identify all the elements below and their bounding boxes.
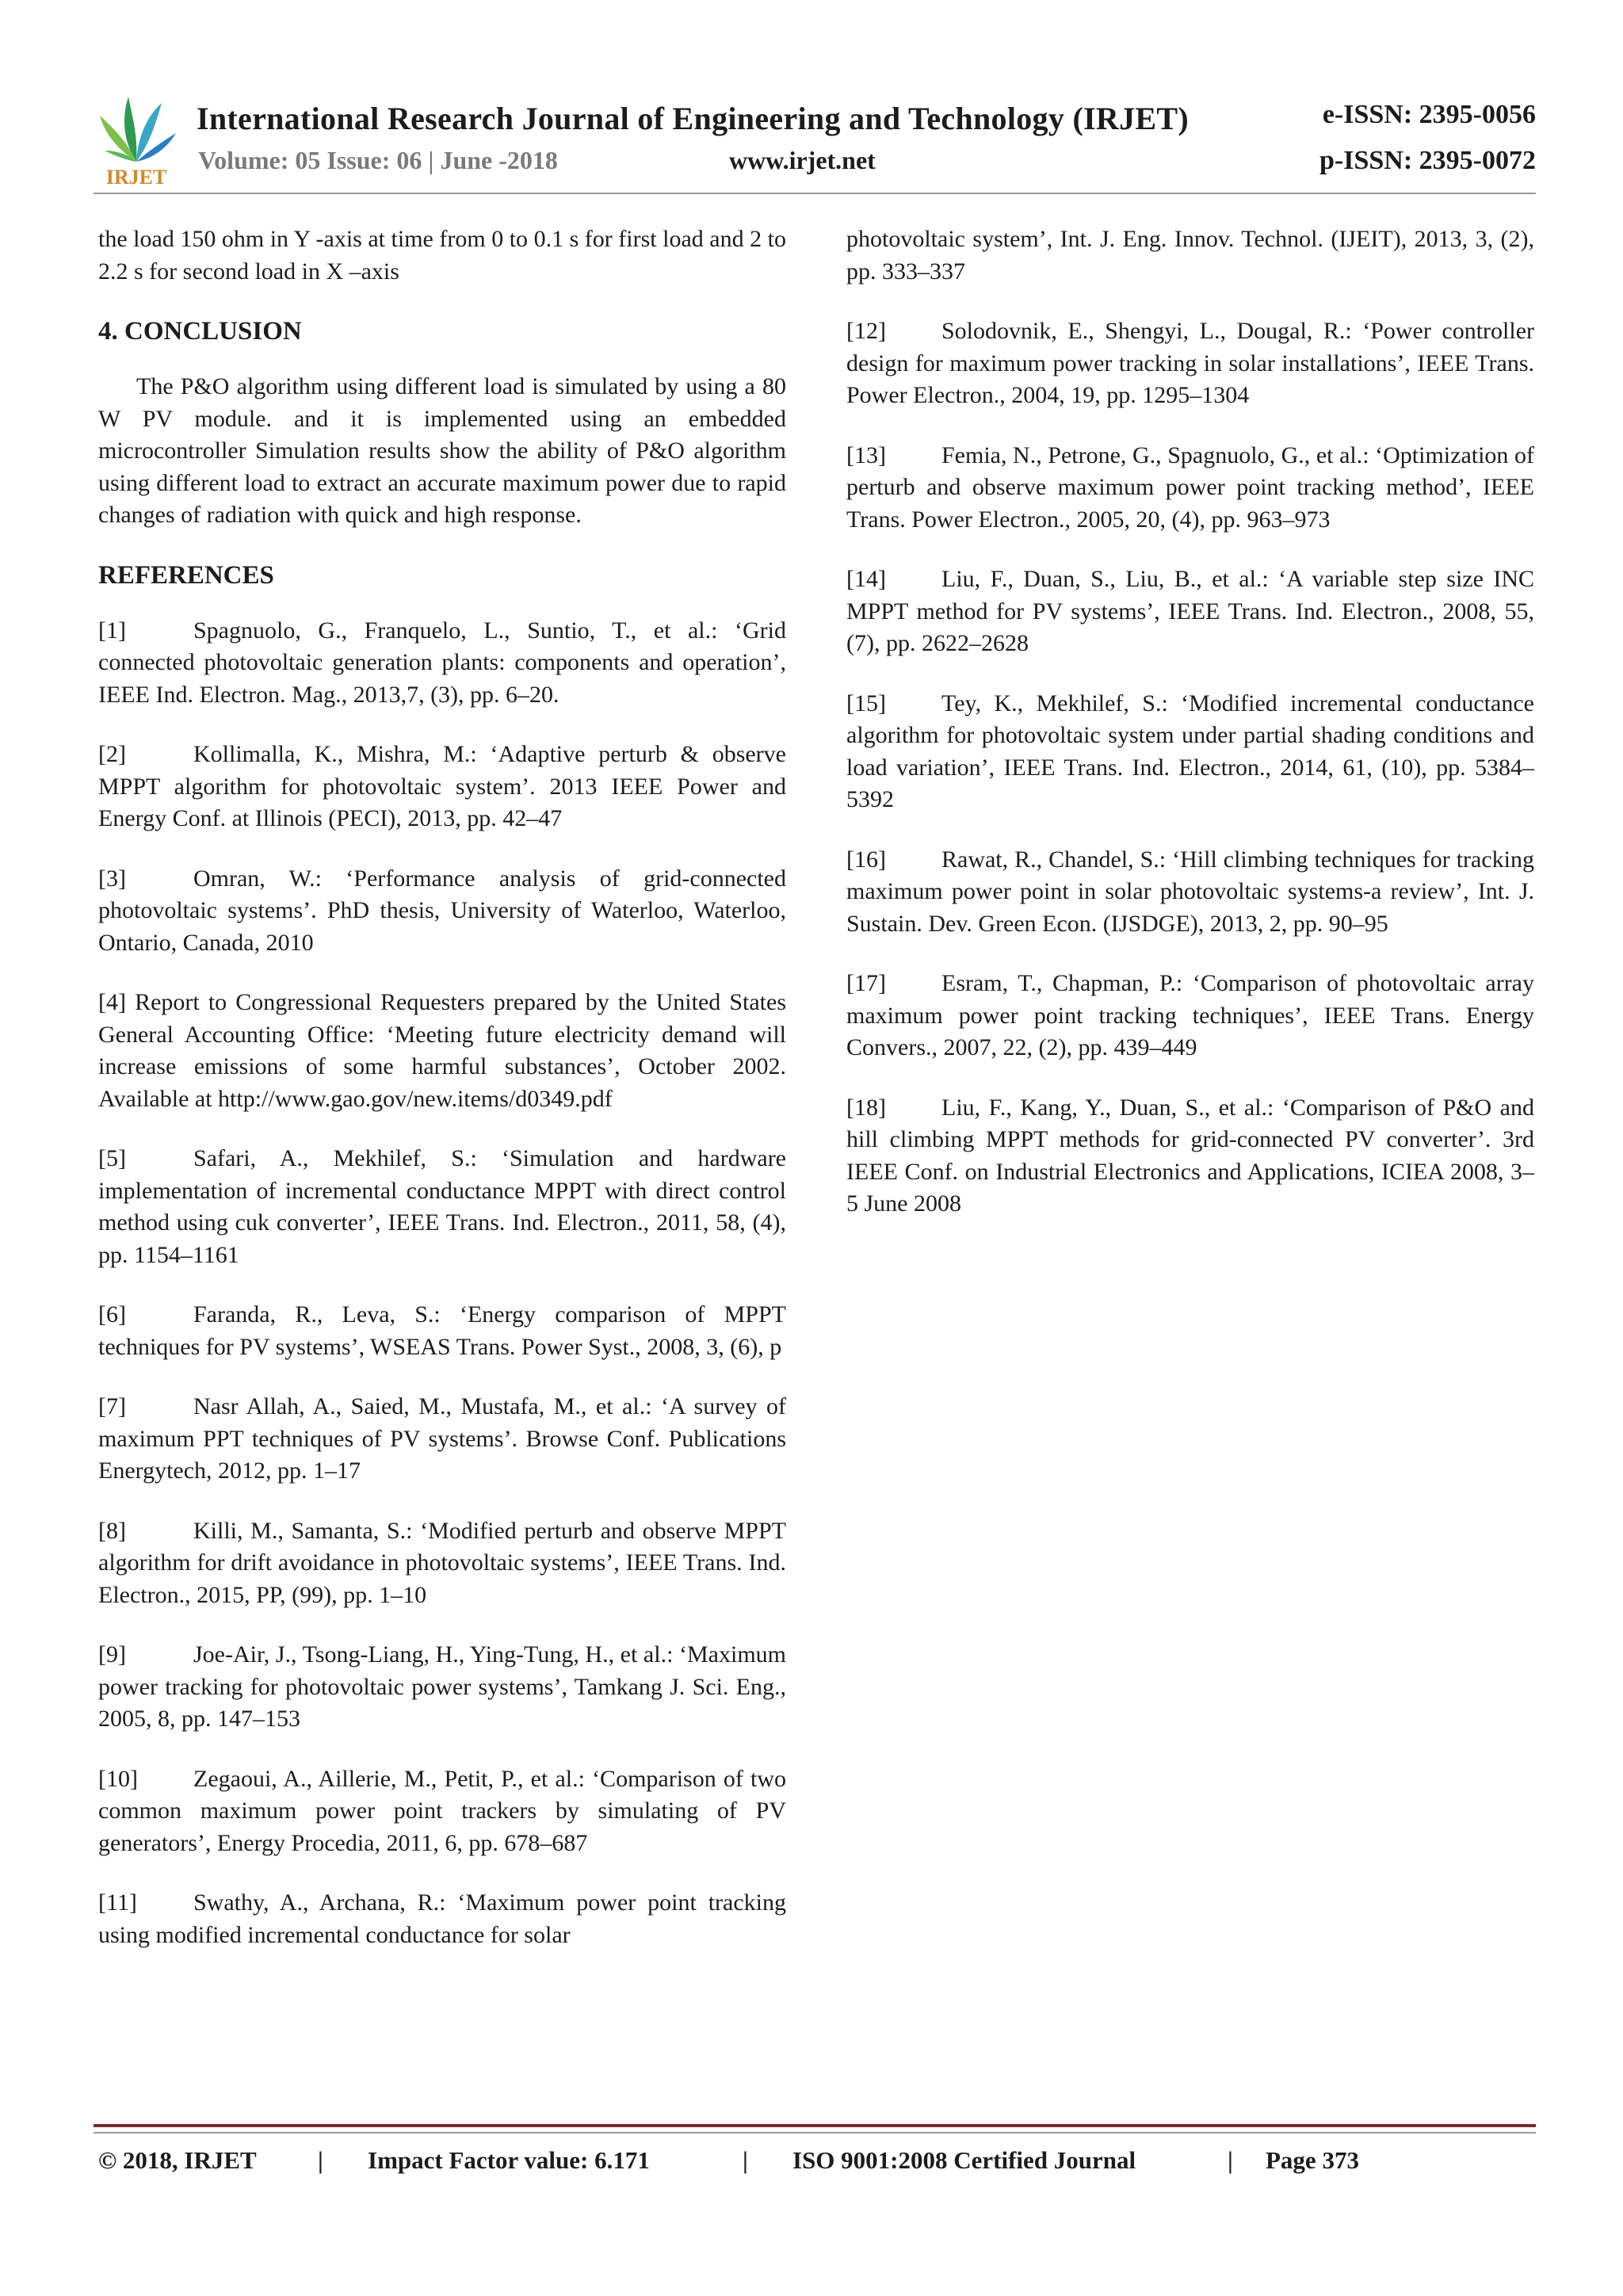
reference-16	[846, 844, 1534, 941]
footer-rule-light	[94, 2132, 1536, 2134]
ref-text: Faranda, R., Leva, S.: ‘Energy comparison of MPPT techniques for PV systems’, WSEAS Trans. Power Syst., 2008, 3, (6), p	[98, 1301, 786, 1360]
ref-text: Killi, M., Samanta, S.: ‘Modified perturb and observe MPPT algorithm for drift avoidance in photovoltaic systems’, IEEE Trans. Ind. Electron., 2015, PP, (99), pp. 1–10	[98, 1517, 786, 1608]
footer-iso-certification: ISO 9001:2008 Certified Journal	[792, 2146, 1136, 2174]
ref-text: Nasr Allah, A., Saied, M., Mustafa, M., et al.: ‘A survey of maximum PPT techniques of PV systems’. Browse Conf. Publications Energytech, 2012, pp. 1–17	[98, 1393, 786, 1484]
footer-separator: |	[743, 2146, 748, 2174]
ref-text: Rawat, R., Chandel, S.: ‘Hill climbing techniques for tracking maximum power point in solar photovoltaic systems-a review’, Int. J. Sustain. Dev. Green Econ. (IJSDGE), 2013, 2, pp. 90–95	[846, 846, 1534, 937]
reference-13	[846, 440, 1534, 537]
footer-page-number: Page 373	[1266, 2146, 1359, 2174]
ref-text: Kollimalla, K., Mishra, M.: ‘Adaptive perturb & observe MPPT algorithm for photovoltaic system’. 2013 IEEE Power and Energy Conf. at Illinois (PECI), 2013, pp. 42–47	[98, 741, 786, 831]
ref-number: [15]	[846, 690, 886, 716]
footer-separator: |	[1228, 2146, 1233, 2174]
reference-18	[846, 1092, 1534, 1221]
ref-text: Liu, F., Duan, S., Liu, B., et al.: ‘A variable step size INC MPPT method for PV systems’, IEEE Trans. Ind. Electron., 2008, 55, (7), pp. 2622–2628	[846, 566, 1534, 656]
irjet-logo	[94, 89, 179, 187]
p-issn: p-ISSN: 2395-0072	[1319, 146, 1536, 175]
ref-number: [4]	[98, 989, 126, 1015]
left-column	[98, 223, 786, 1979]
journal-title: International Research Journal of Engineering and Technology (IRJET)	[197, 101, 1190, 136]
ref-number: [12]	[846, 318, 886, 344]
ref-text: Femia, N., Petrone, G., Spagnuolo, G., et al.: ‘Optimization of perturb and observe maximum power point tracking method’, IEEE Trans. Power Electron., 2005, 20, (4), pp. 963–973	[846, 441, 1534, 533]
ref-text: Solodovnik, E., Shengyi, L., Dougal, R.: ‘Power controller design for maximum power tracking in solar installations’, IEEE Trans. Power Electron., 2004, 19, pp. 1295–1304	[846, 318, 1534, 408]
ref-text: Report to Congressional Requesters prepared by the United States General Accounting Office: ‘Meeting future electricity demand will increase emissions of some harmful substances’, October 2002. Available at http://www.gao.gov/new.items/d0349.pdf	[98, 989, 787, 1112]
right-column	[846, 223, 1534, 1248]
ref-number: [8]	[98, 1517, 126, 1544]
ref-number: [13]	[846, 441, 886, 468]
page-header	[94, 89, 1536, 192]
reference-4	[98, 987, 786, 1115]
reference-5	[98, 1143, 786, 1271]
footer-impact-factor: Impact Factor value: 6.171	[368, 2146, 650, 2174]
reference-15	[846, 688, 1534, 816]
references-heading: REFERENCES	[98, 560, 274, 590]
reference-12	[846, 315, 1534, 412]
reference-2	[98, 739, 786, 835]
ref-text: Tey, K., Mekhilef, S.: ‘Modified incremental conductance algorithm for photovoltaic system under partial shading conditions and load variation’, IEEE Trans. Ind. Electron., 2014, 61, (10), pp. 5384–5392	[846, 690, 1534, 812]
reference-1	[98, 615, 786, 712]
ref-text: Swathy, A., Archana, R.: ‘Maximum power point tracking using modified incremental conductance for solar	[98, 1889, 786, 1948]
conclusion-paragraph: The P&O algorithm using different load is simulated by using a 80 W PV module. and it is implemented using an embedded microcontroller Simulation results show the ability of P&O algorithm using different load to extract an accurate maximum power due to rapid changes of radiation with quick and high response.	[98, 373, 786, 528]
reference-9	[98, 1639, 786, 1736]
ref-text: Omran, W.: ‘Performance analysis of grid-connected photovoltaic systems’. PhD thesis, University of Waterloo, Waterloo, Ontario, Canada, 2010	[98, 865, 786, 956]
continued-paragraph: the load 150 ohm in Y -axis at time from 0 to 0.1 s for first load and 2 to 2.2 s for second load in X –axis	[98, 226, 786, 285]
ref-number: [17]	[846, 970, 886, 996]
reference-10	[98, 1763, 786, 1860]
reference-14	[846, 563, 1534, 660]
ref-number: [9]	[98, 1641, 126, 1668]
ref-number: [5]	[98, 1145, 126, 1171]
footer-rule-dark	[94, 2124, 1536, 2127]
reference-6	[98, 1299, 786, 1363]
logo-lettering: IRJET	[105, 166, 167, 187]
e-issn: e-ISSN: 2395-0056	[1322, 100, 1536, 129]
issue-info: Volume: 05 Issue: 06 | June -2018	[198, 146, 558, 174]
ref-number: [1]	[98, 617, 126, 644]
ref-number: [6]	[98, 1301, 126, 1328]
ref-number: [14]	[846, 566, 886, 592]
ref-number: [7]	[98, 1393, 126, 1419]
reference-17	[846, 968, 1534, 1064]
reference-3	[98, 863, 786, 960]
reference-7	[98, 1391, 786, 1488]
reference-11	[98, 1887, 786, 1951]
journal-website-link[interactable]: www.irjet.net	[729, 146, 876, 174]
ref-text: Esram, T., Chapman, P.: ‘Comparison of photovoltaic array maximum power point tracking techniques’, IEEE Trans. Energy Convers., 2007, 22, (2), pp. 439–449	[846, 970, 1534, 1060]
conclusion-heading: 4. CONCLUSION	[98, 317, 302, 346]
ref-text: Zegaoui, A., Aillerie, M., Petit, P., et al.: ‘Comparison of two common maximum power point trackers by simulating of PV generators’, Energy Procedia, 2011, 6, pp. 678–687	[98, 1765, 786, 1856]
reference-11-continued: photovoltaic system’, Int. J. Eng. Innov. Technol. (IJEIT), 2013, 3, (2), pp. 333–337	[846, 226, 1534, 285]
footer-separator: |	[318, 2146, 323, 2174]
ref-number: [11]	[98, 1889, 137, 1916]
footer-copyright: © 2018, IRJET	[98, 2146, 257, 2174]
ref-number: [10]	[98, 1765, 138, 1792]
reference-8	[98, 1515, 786, 1612]
ref-number: [3]	[98, 865, 126, 892]
ref-number: [18]	[846, 1094, 886, 1121]
ref-text: Joe-Air, J., Tsong-Liang, H., Ying-Tung, H., et al.: ‘Maximum power tracking for photovoltaic power systems’, Tamkang J. Sci. Eng., 2005, 8, pp. 147–153	[98, 1641, 786, 1732]
ref-text: Safari, A., Mekhilef, S.: ‘Simulation and hardware implementation of incremental conductance MPPT with direct control method using cuk converter’, IEEE Trans. Ind. Electron., 2011, 58, (4), pp. 1154–1161	[98, 1145, 786, 1268]
ref-number: [16]	[846, 846, 886, 873]
ref-text: Spagnuolo, G., Franquelo, L., Suntio, T., et al.: ‘Grid connected photovoltaic generation plants: components and operation’, IEEE Ind. Electron. Mag., 2013,7, (3), pp. 6–20.	[98, 617, 786, 708]
ref-number: [2]	[98, 741, 126, 767]
header-divider	[94, 193, 1536, 194]
ref-text: Liu, F., Kang, Y., Duan, S., et al.: ‘Comparison of P&O and hill climbing MPPT methods for grid-connected PV converter’. 3rd IEEE Conf. on Industrial Electronics and Applications, ICIEA 2008, 3–5 June 2008	[846, 1094, 1534, 1217]
